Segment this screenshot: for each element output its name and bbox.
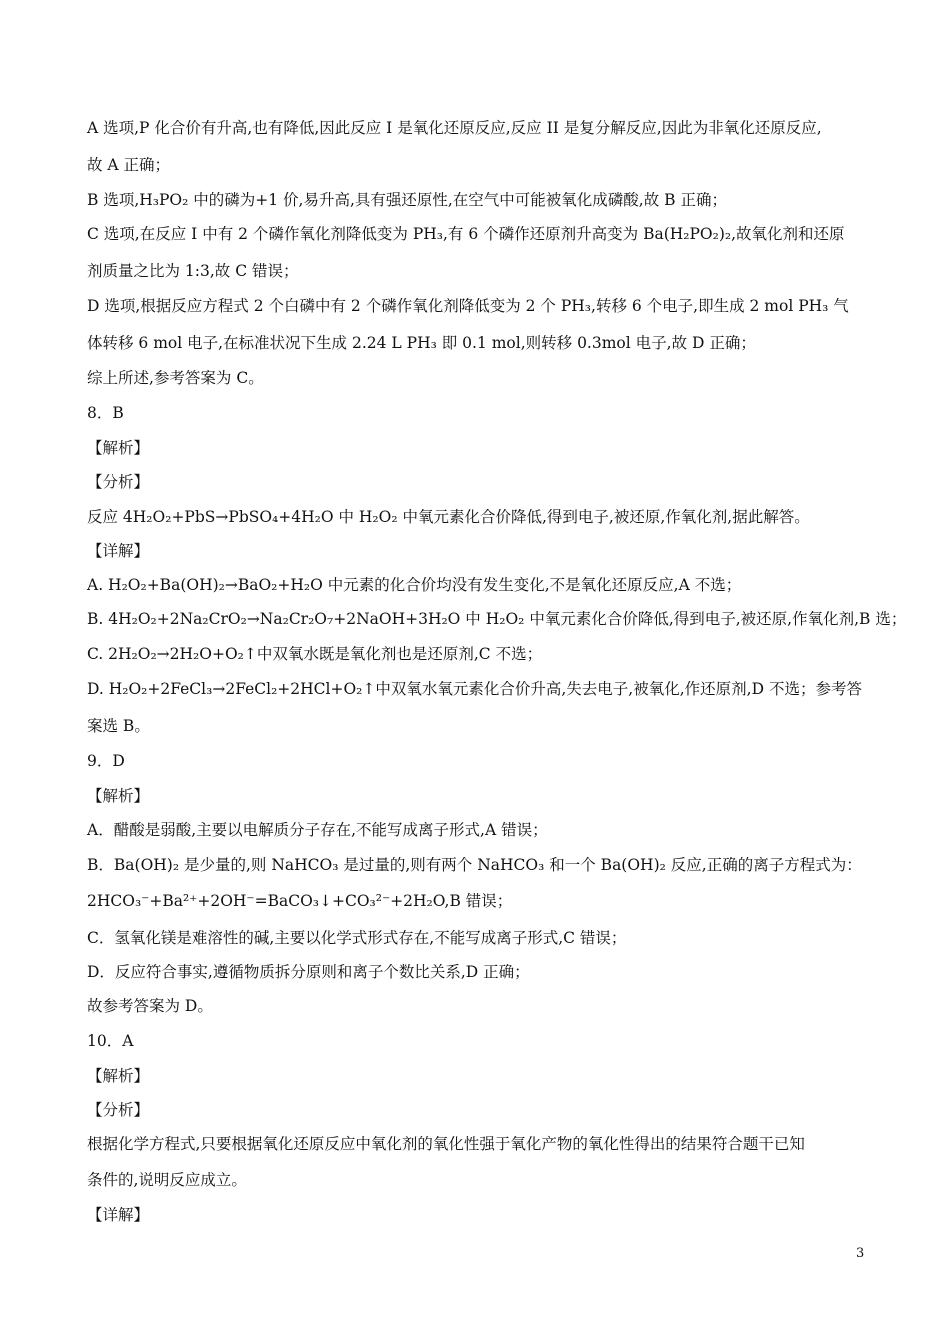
text-line: C．氢氧化镁是难溶性的碱,主要以化学式形式存在,不能写成离子形式,C 错误； [87, 929, 627, 947]
text-line: D．反应符合事实,遵循物质拆分原则和离子个数比关系,D 正确； [87, 963, 530, 981]
question-number: 9．D [87, 752, 125, 770]
text-line: C. 2H₂O₂→2H₂O+O₂↑中双氧水既是氧化剂也是还原剂,C 不选； [87, 645, 543, 663]
section-heading: 【解析】 [87, 787, 150, 805]
text-line: 案选 B。 [87, 717, 150, 735]
text-line: 综上所述,参考答案为 C。 [87, 369, 264, 387]
section-heading: 【详解】 [87, 1206, 150, 1224]
section-heading: 【解析】 [87, 439, 150, 457]
section-heading: 【详解】 [87, 542, 150, 560]
section-heading: 【分析】 [87, 1101, 150, 1119]
text-line: 体转移 6 mol 电子,在标准状况下生成 2.24 L PH₃ 即 0.1 mol,则转移 0.3mol 电子,故 D 正确； [87, 334, 756, 352]
text-line: B 选项,H₃PO₂ 中的磷为+1 价,易升高,具有强还原性,在空气中可能被氧化成磷酸,故 B 正确； [87, 191, 727, 209]
text-line: A．醋酸是弱酸,主要以电解质分子存在,不能写成离子形式,A 错误； [87, 821, 548, 839]
text-line: B．Ba(OH)₂ 是少量的,则 NaHCO₃ 是过量的,则有两个 NaHCO₃ 和一个 Ba(OH)₂ 反应,正确的离子方程式为： [87, 856, 862, 874]
question-number: 8．B [87, 404, 124, 422]
text-line: 2HCO₃⁻+Ba²⁺+2OH⁻=BaCO₃↓+CO₃²⁻+2H₂O,B 错误； [87, 892, 513, 910]
text-line: D. H₂O₂+2FeCl₃→2FeCl₂+2HCl+O₂↑中双氧水氧元素化合价升高,失去电子,被氧化,作还原剂,D 不选；参考答 [87, 680, 862, 698]
text-line: 反应 4H₂O₂+PbS→PbSO₄+4H₂O 中 H₂O₂ 中氧元素化合价降低,得到电子,被还原,作氧化剂,据此解答。 [87, 508, 810, 526]
text-line: 条件的,说明反应成立。 [87, 1171, 247, 1189]
text-line: B. 4H₂O₂+2Na₂CrO₂→Na₂Cr₂O₇+2NaOH+3H₂O 中 H₂O₂ 中氧元素化合价降低,得到电子,被还原,作氧化剂,B 选； [87, 610, 907, 628]
section-heading: 【分析】 [87, 473, 150, 491]
text-line: A. H₂O₂+Ba(OH)₂→BaO₂+H₂O 中元素的化合价均没有发生变化,不是氧化还原反应,A 不选； [87, 576, 742, 594]
text-line: C 选项,在反应 I 中有 2 个磷作氧化剂降低变为 PH₃,有 6 个磷作还原剂升高变为 Ba(H₂PO₂)₂,故氧化剂和还原 [87, 225, 845, 243]
page-number: 3 [856, 1246, 865, 1261]
text-line: 故参考答案为 D。 [87, 997, 213, 1015]
text-line: D 选项,根据反应方程式 2 个白磷中有 2 个磷作氧化剂降低变为 2 个 PH₃,转移 6 个电子,即生成 2 mol PH₃ 气 [87, 297, 849, 315]
text-line: A 选项,P 化合价有升高,也有降低,因此反应 I 是氧化还原反应,反应 II 是复分解反应,因此为非氧化还原反应, [87, 119, 822, 137]
text-line: 剂质量之比为 1:3,故 C 错误； [87, 262, 299, 280]
text-line: 故 A 正确； [87, 156, 171, 174]
section-heading: 【解析】 [87, 1067, 150, 1085]
text-line: 根据化学方程式,只要根据氧化还原反应中氧化剂的氧化性强于氧化产物的氧化性得出的结果符合题干已知 [87, 1135, 805, 1153]
question-number: 10．A [87, 1032, 134, 1050]
